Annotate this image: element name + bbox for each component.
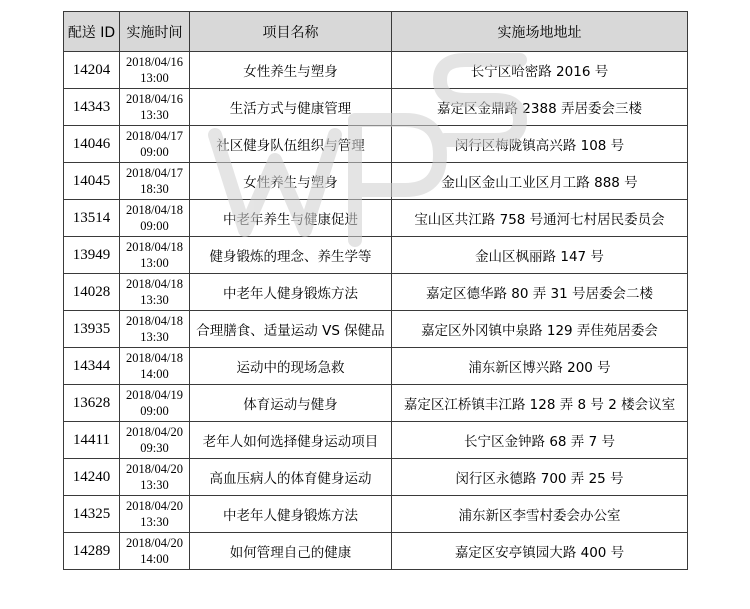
table-row	[64, 89, 688, 126]
cell-implementation-time	[120, 200, 190, 237]
table-row	[64, 200, 688, 237]
cell-time: 13:00	[140, 256, 169, 270]
cell-implementation-time	[120, 52, 190, 89]
cell-delivery-id: 13514	[64, 200, 120, 237]
table-row	[64, 348, 688, 385]
cell-delivery-id: 14028	[64, 274, 120, 311]
cell-date: 2018/04/20	[126, 462, 183, 476]
cell-delivery-id: 14289	[64, 533, 120, 570]
cell-venue-address: 嘉定区德华路 80 弄 31 号居委会二楼	[392, 274, 688, 311]
cell-project-name: 女性养生与塑身	[190, 163, 392, 200]
table-row	[64, 52, 688, 89]
cell-implementation-time	[120, 459, 190, 496]
cell-delivery-id: 13628	[64, 385, 120, 422]
cell-implementation-time	[120, 163, 190, 200]
cell-time: 13:30	[140, 515, 169, 529]
cell-project-name: 中老年养生与健康促进	[190, 200, 392, 237]
cell-implementation-time	[120, 237, 190, 274]
cell-time: 13:30	[140, 330, 169, 344]
cell-time: 09:30	[140, 441, 169, 455]
cell-delivery-id: 14046	[64, 126, 120, 163]
cell-time: 18:30	[140, 182, 169, 196]
cell-venue-address: 嘉定区安亭镇园大路 400 号	[392, 533, 688, 570]
cell-venue-address: 浦东新区李雪村委会办公室	[392, 496, 688, 533]
cell-date: 2018/04/18	[126, 351, 183, 365]
table-header	[64, 12, 688, 52]
cell-implementation-time	[120, 496, 190, 533]
header-venue-address: 实施场地地址	[392, 12, 688, 52]
cell-delivery-id: 14411	[64, 422, 120, 459]
table-row	[64, 237, 688, 274]
cell-date: 2018/04/16	[126, 92, 183, 106]
cell-venue-address: 宝山区共江路 758 号通河七村居民委员会	[392, 200, 688, 237]
cell-implementation-time	[120, 274, 190, 311]
cell-implementation-time	[120, 348, 190, 385]
table-row	[64, 496, 688, 533]
cell-implementation-time	[120, 533, 190, 570]
cell-date: 2018/04/18	[126, 277, 183, 291]
table-row	[64, 126, 688, 163]
cell-implementation-time	[120, 311, 190, 348]
cell-date: 2018/04/18	[126, 240, 183, 254]
cell-venue-address: 闵行区永德路 700 弄 25 号	[392, 459, 688, 496]
cell-venue-address: 嘉定区外冈镇中泉路 129 弄佳苑居委会	[392, 311, 688, 348]
cell-venue-address: 金山区枫丽路 147 号	[392, 237, 688, 274]
cell-project-name: 老年人如何选择健身运动项目	[190, 422, 392, 459]
cell-date: 2018/04/18	[126, 314, 183, 328]
cell-delivery-id: 14343	[64, 89, 120, 126]
cell-implementation-time	[120, 126, 190, 163]
cell-project-name: 生活方式与健康管理	[190, 89, 392, 126]
cell-delivery-id: 13935	[64, 311, 120, 348]
schedule-table	[63, 11, 688, 570]
cell-time: 13:30	[140, 108, 169, 122]
cell-time: 09:00	[140, 404, 169, 418]
cell-project-name: 体育运动与健身	[190, 385, 392, 422]
cell-venue-address: 闵行区梅陇镇高兴路 108 号	[392, 126, 688, 163]
cell-venue-address: 长宁区哈密路 2016 号	[392, 52, 688, 89]
table-row	[64, 163, 688, 200]
cell-date: 2018/04/16	[126, 55, 183, 69]
table-row	[64, 385, 688, 422]
cell-project-name: 健身锻炼的理念、养生学等	[190, 237, 392, 274]
table-body	[64, 52, 688, 570]
header-delivery-id: 配送 ID	[64, 12, 120, 52]
cell-date: 2018/04/17	[126, 129, 183, 143]
cell-date: 2018/04/20	[126, 536, 183, 550]
cell-venue-address: 浦东新区博兴路 200 号	[392, 348, 688, 385]
cell-time: 13:00	[140, 71, 169, 85]
cell-date: 2018/04/17	[126, 166, 183, 180]
cell-venue-address: 金山区金山工业区月工路 888 号	[392, 163, 688, 200]
header-row	[64, 12, 688, 52]
cell-date: 2018/04/20	[126, 499, 183, 513]
table-row	[64, 459, 688, 496]
cell-project-name: 中老年人健身锻炼方法	[190, 496, 392, 533]
cell-time: 13:30	[140, 478, 169, 492]
cell-project-name: 运动中的现场急救	[190, 348, 392, 385]
cell-venue-address: 嘉定区江桥镇丰江路 128 弄 8 号 2 楼会议室	[392, 385, 688, 422]
cell-time: 09:00	[140, 145, 169, 159]
cell-date: 2018/04/20	[126, 425, 183, 439]
table-row	[64, 533, 688, 570]
cell-implementation-time	[120, 385, 190, 422]
cell-project-name: 如何管理自己的健康	[190, 533, 392, 570]
cell-date: 2018/04/18	[126, 203, 183, 217]
cell-project-name: 社区健身队伍组织与管理	[190, 126, 392, 163]
cell-time: 14:00	[140, 367, 169, 381]
cell-project-name: 中老年人健身锻炼方法	[190, 274, 392, 311]
cell-time: 09:00	[140, 219, 169, 233]
table-row	[64, 311, 688, 348]
table-row	[64, 422, 688, 459]
cell-delivery-id: 14325	[64, 496, 120, 533]
cell-delivery-id: 14240	[64, 459, 120, 496]
cell-venue-address: 长宁区金钟路 68 弄 7 号	[392, 422, 688, 459]
cell-implementation-time	[120, 422, 190, 459]
table-row	[64, 274, 688, 311]
header-implementation-time: 实施时间	[120, 12, 190, 52]
cell-project-name: 合理膳食、适量运动 VS 保健品	[190, 311, 392, 348]
cell-delivery-id: 14344	[64, 348, 120, 385]
cell-delivery-id: 13949	[64, 237, 120, 274]
cell-time: 14:00	[140, 552, 169, 566]
cell-project-name: 女性养生与塑身	[190, 52, 392, 89]
cell-venue-address: 嘉定区金鼎路 2388 弄居委会三楼	[392, 89, 688, 126]
cell-implementation-time	[120, 89, 190, 126]
cell-date: 2018/04/19	[126, 388, 183, 402]
header-project-name: 项目名称	[190, 12, 392, 52]
cell-project-name: 高血压病人的体育健身运动	[190, 459, 392, 496]
cell-delivery-id: 14045	[64, 163, 120, 200]
cell-delivery-id: 14204	[64, 52, 120, 89]
schedule-table-container	[63, 11, 688, 570]
cell-time: 13:30	[140, 293, 169, 307]
